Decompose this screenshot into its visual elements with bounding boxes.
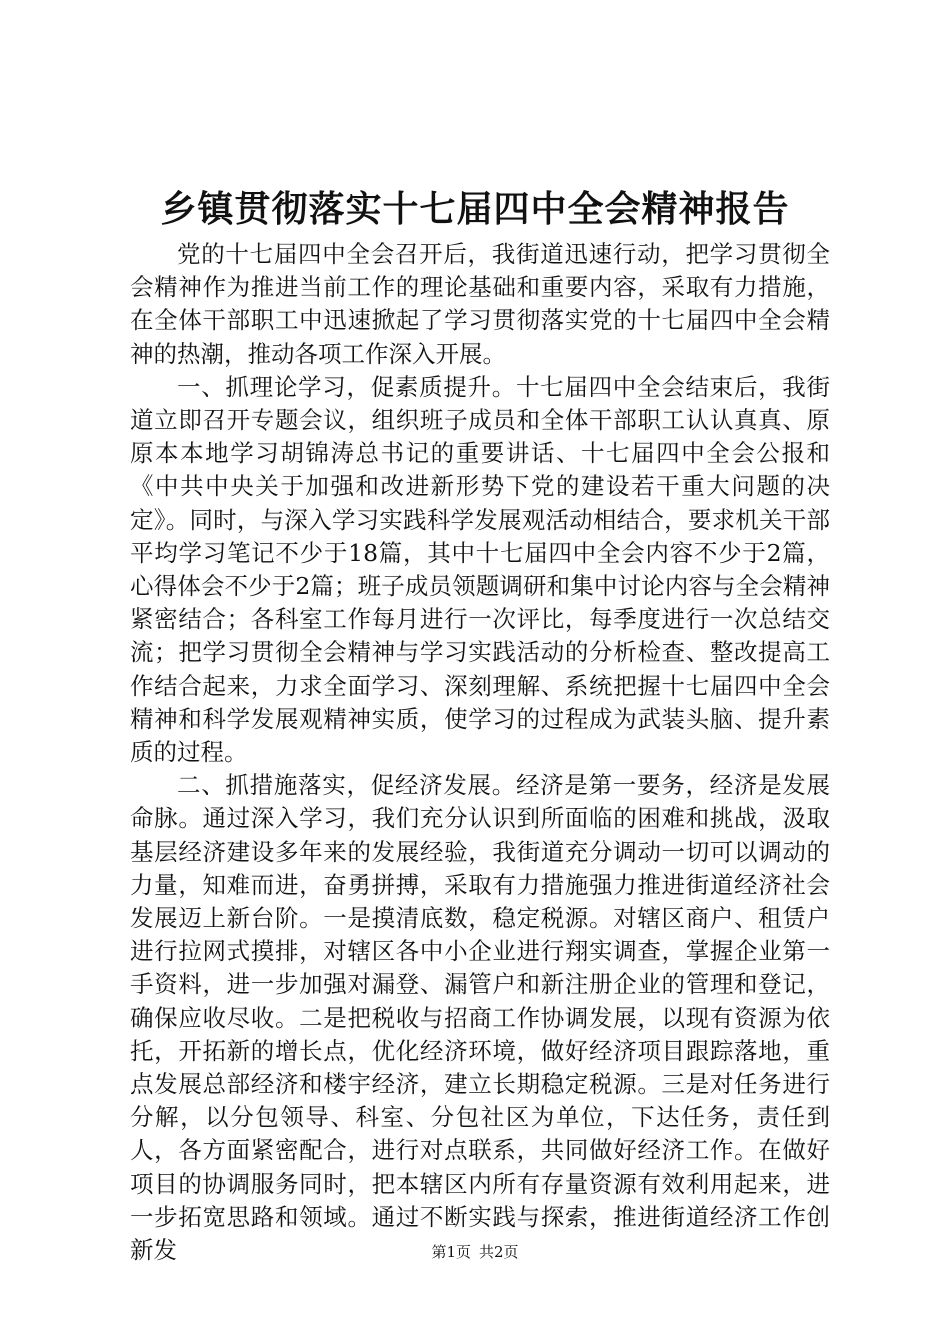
- page-count: 共2页: [479, 1243, 519, 1261]
- paragraph-economic-development: 二、抓措施落实，促经济发展。经济是第一要务，经济是发展命脉。通过深入学习，我们充分认识到所面临的困难和挑战，汲取基层经济建设多年来的发展经验，我街道充分调动一切可以调动的力量，知难而进，奋勇拼搏，采取有力措施强力推进街道经济社会发展迈上新台阶。一是摸清底数，稳定税源。对辖区商户、租赁户进行拉网式摸排，对辖区各中小企业进行翔实调查，掌握企业第一手资料，进一步加强对漏登、漏管户和新注册企业的管理和登记，确保应收尽收。二是把税收与招商工作协调发展，以现有资源为依托，开拓新的增长点，优化经济环境，做好经济项目跟踪落地，重点发展总部经济和楼宇经济，建立长期稳定税源。三是对任务进行分解，以分包领导、科室、分包社区为单位，下达任务，责任到人，各方面紧密配合，进行对点联系，共同做好经济工作。在做好项目的协调服务同时，把本辖区内所有存量资源有效利用起来，进一步拓宽思路和领域。通过不断实践与探索，推进街道经济工作创新发: [130, 771, 830, 1265]
- document-title: 乡镇贯彻落实十七届四中全会精神报告: [160, 188, 790, 230]
- page-footer: [0, 1242, 950, 1262]
- paragraph-theory-study: 一、抓理论学习，促素质提升。十七届四中全会结束后，我街道立即召开专题会议，组织班子成员和全体干部职工认认真真、原原本本地学习胡锦涛总书记的重要讲话、十七届四中全会公报和《中共中央关于加强和改进新形势下党的建设若干重大问题的决定》。同时，与深入学习实践科学发展观活动相结合，要求机关干部平均学习笔记不少于18篇，其中十七届四中全会内容不少于2篇，心得体会不少于2篇；班子成员领题调研和集中讨论内容与全会精神紧密结合；各科室工作每月进行一次评比，每季度进行一次总结交流；把学习贯彻全会精神与学习实践活动的分析检查、整改提高工作结合起来，力求全面学习、深刻理解、系统把握十七届四中全会精神和科学发展观精神实质，使学习的过程成为武装头脑、提升素质的过程。: [130, 372, 830, 767]
- page-number: 第1页: [431, 1243, 471, 1261]
- paragraph-intro: 党的十七届四中全会召开后，我街道迅速行动，把学习贯彻全会精神作为推进当前工作的理论基础和重要内容，采取有力措施，在全体干部职工中迅速掀起了学习贯彻落实党的十七届四中全会精神的热潮，推动各项工作深入开展。: [130, 240, 830, 368]
- document-body: [130, 238, 830, 1267]
